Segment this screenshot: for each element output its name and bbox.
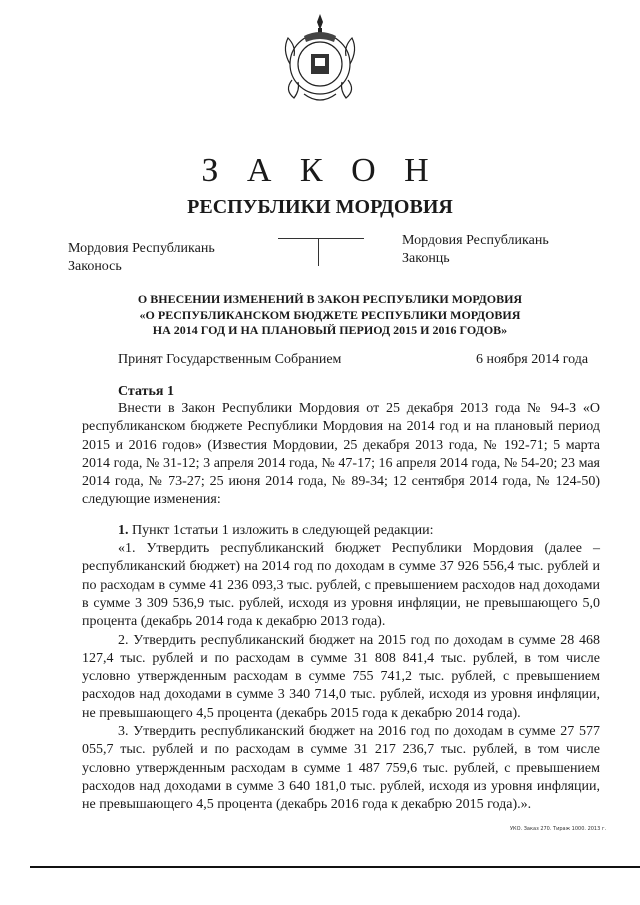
intro-paragraph: Внести в Закон Республики Мордовия от 25 декабря 2013 года № 94-З «О республиканском бюджете Республики Мордовия на 2014 год и на плановый период 2015 и 2016 годов» (Известия Мордовии, 25 декабря 2013 года, № 192-71; 5 марта 2014 года, № 31-12; 3 апреля 2014 года, № 47-17; 16 апреля 2014 года, № 54-20; 23 мая 2014 года, № 73-27; 25 июня 2014 года, № 89-34; 12 сентября 2014 года, № 124-50) следующие изменения: bbox=[82, 401, 600, 508]
adopted-by: Принят Государственным Собранием bbox=[118, 352, 342, 367]
heading-line2: «О РЕСПУБЛИКАНСКОМ БЮДЖЕТЕ РЕСПУБЛИКИ МОРДОВИЯ bbox=[139, 307, 521, 322]
point2-paragraph: 2. Утвердить республиканский бюджет на 2015 год по доходам в сумме 28 468 127,4 тыс. рублей и по расходам в сумме 31 808 841,4 тыс. рублей, в том числе условно утвержденным расходам в сумме 755 741,2 тыс. рублей, с превышением расходов над доходами в сумме 3 340 714,0 тыс. рублей, исходя из уровня инфляции, не превышающего 4,5 процента (декабрь 2015 года к декабрю 2014 года). bbox=[82, 632, 600, 721]
law-title: З А К О Н bbox=[201, 152, 439, 189]
title-divider bbox=[278, 238, 364, 239]
moksha-title-line1: Мордовия Республикань bbox=[68, 241, 215, 256]
erzya-title-line1: Мордовия Республикань bbox=[402, 233, 549, 248]
item1-paragraph bbox=[82, 522, 600, 540]
article-body bbox=[82, 400, 600, 815]
point1-paragraph: «1. Утвердить республиканский бюджет Республики Мордовия (далее – республиканский бюджет) на 2014 год по доходам в сумме 37 926 556,4 тыс. рублей и по расходам в сумме 41 236 093,3 тыс. рублей, с превышением расходов над доходами в сумме 3 309 536,9 тыс. рублей, исходя из уровня инфляции, не превышающего 5,0 процента (декабрь 2014 года к декабрю 2013 года). bbox=[82, 541, 600, 630]
law-subtitle: РЕСПУБЛИКИ МОРДОВИЯ bbox=[187, 196, 453, 218]
page-bottom-line bbox=[30, 866, 640, 868]
point3-paragraph: 3. Утвердить республиканский бюджет на 2016 год по доходам в сумме 27 577 055,7 тыс. рублей и по расходам в сумме 31 217 236,7 тыс. рублей, в том числе условно утвержденным расходам в сумме 1 487 759,6 тыс. рублей, с превышением расходов над доходами в сумме 3 640 181,0 тыс. рублей, исходя из уровня инфляции, не превышающего 4,5 процента (декабрь 2016 года к декабрю 2015 года).». bbox=[82, 724, 600, 813]
law-heading bbox=[100, 292, 560, 339]
erzya-title bbox=[402, 232, 549, 268]
heading-line1: О ВНЕСЕНИИ ИЗМЕНЕНИЙ В ЗАКОН РЕСПУБЛИКИ МОРДОВИЯ bbox=[137, 292, 523, 306]
erzya-title-line2: Законць bbox=[402, 251, 450, 266]
title-divider-vertical bbox=[318, 238, 319, 266]
item1-number: 1. bbox=[118, 522, 129, 538]
item1-text: Пункт 1статьи 1 изложить в следующей редакции: bbox=[128, 522, 434, 538]
footer-print-code: УКО. Заказ 270. Тираж 1000. 2013 г. bbox=[510, 826, 607, 832]
moksha-title bbox=[68, 240, 215, 276]
moksha-title-line2: Законось bbox=[68, 259, 122, 274]
adopted-date: 6 ноября 2014 года bbox=[476, 352, 589, 367]
article-title: Статья 1 bbox=[118, 384, 174, 399]
heading-line3: НА 2014 ГОД И НА ПЛАНОВЫЙ ПЕРИОД 2015 И 2016 ГОДОВ» bbox=[152, 323, 508, 337]
coat-of-arms-emblem bbox=[274, 10, 366, 110]
